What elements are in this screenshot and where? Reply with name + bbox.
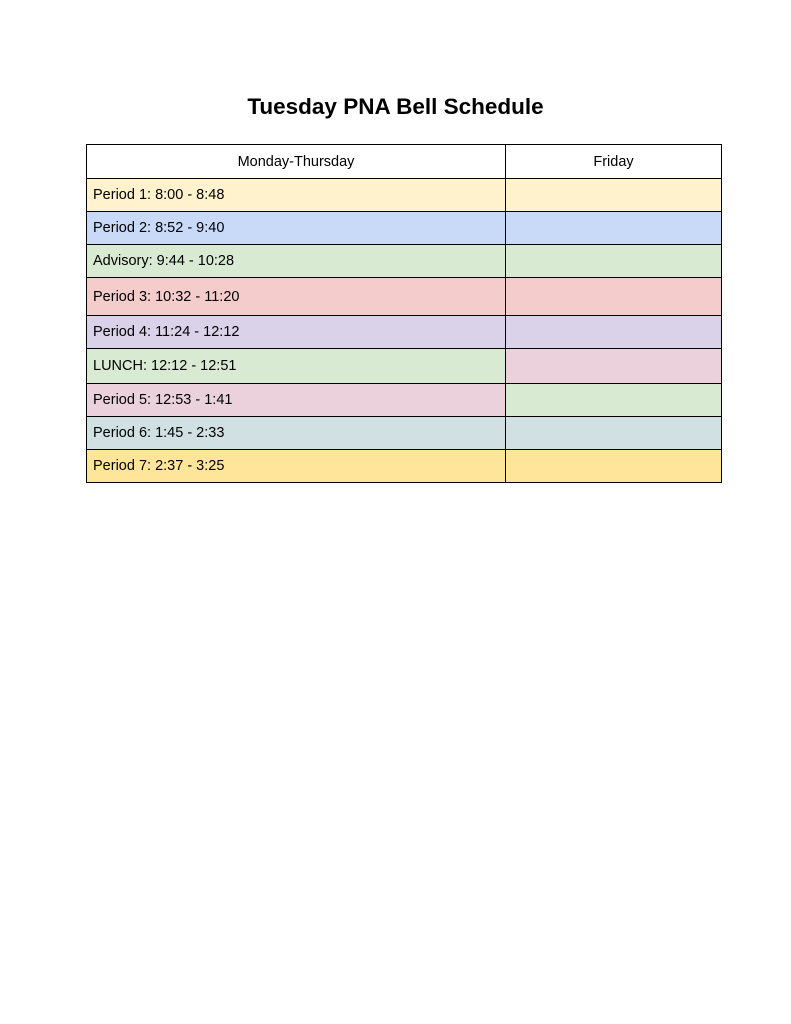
table-row bbox=[87, 212, 722, 245]
table-row bbox=[87, 349, 722, 384]
friday-cell bbox=[506, 384, 722, 417]
monday-thursday-cell: Period 6: 1:45 - 2:33 bbox=[87, 417, 506, 450]
table-row bbox=[87, 316, 722, 349]
monday-thursday-cell: Period 5: 12:53 - 1:41 bbox=[87, 384, 506, 417]
monday-thursday-cell: Period 2: 8:52 - 9:40 bbox=[87, 212, 506, 245]
table-row bbox=[87, 179, 722, 212]
monday-thursday-cell: Advisory: 9:44 - 10:28 bbox=[87, 245, 506, 278]
header-row bbox=[87, 145, 722, 179]
table-row bbox=[87, 278, 722, 316]
page-title: Tuesday PNA Bell Schedule bbox=[247, 94, 544, 119]
friday-cell bbox=[506, 278, 722, 316]
table-row bbox=[87, 384, 722, 417]
friday-cell bbox=[506, 417, 722, 450]
monday-thursday-cell: Period 7: 2:37 - 3:25 bbox=[87, 450, 506, 483]
friday-cell bbox=[506, 179, 722, 212]
friday-cell bbox=[506, 450, 722, 483]
monday-thursday-cell: Period 4: 11:24 - 12:12 bbox=[87, 316, 506, 349]
friday-cell bbox=[506, 349, 722, 384]
monday-thursday-cell: Period 1: 8:00 - 8:48 bbox=[87, 179, 506, 212]
friday-cell bbox=[506, 316, 722, 349]
monday-thursday-cell: LUNCH: 12:12 - 12:51 bbox=[87, 349, 506, 384]
monday-thursday-cell: Period 3: 10:32 - 11:20 bbox=[87, 278, 506, 316]
header-friday: Friday bbox=[506, 145, 722, 179]
table-row bbox=[87, 245, 722, 278]
friday-cell bbox=[506, 212, 722, 245]
header-monday-thursday: Monday-Thursday bbox=[87, 145, 506, 179]
table-row bbox=[87, 450, 722, 483]
table-row bbox=[87, 417, 722, 450]
friday-cell bbox=[506, 245, 722, 278]
bell-schedule-table bbox=[86, 144, 722, 483]
